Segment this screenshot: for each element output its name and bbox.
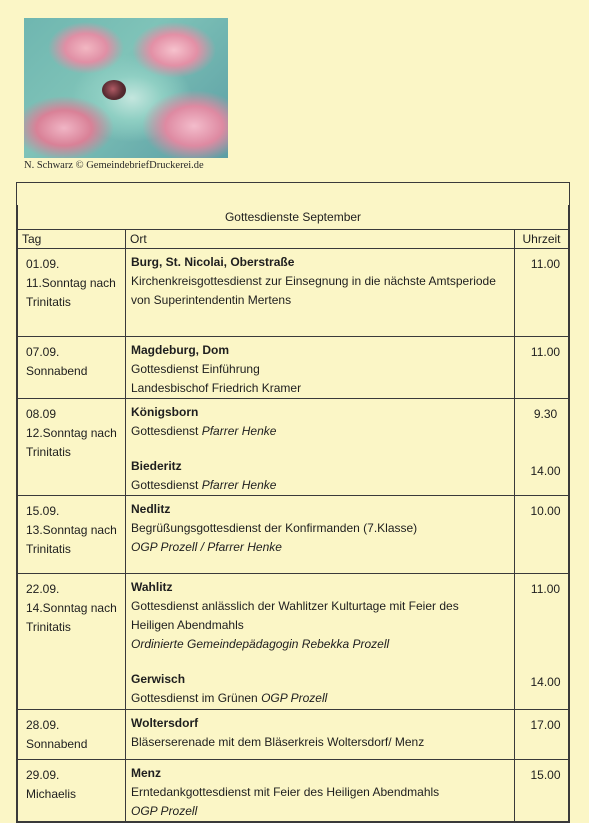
place-name: Burg, St. Nicolai, Oberstraße [131,255,295,269]
description-text: Gottesdienst [131,424,202,438]
time: 14.00 [530,675,561,689]
time-cell [514,337,568,399]
date-cell [18,399,126,496]
table-header-row [18,230,569,249]
day-name: Trinitatis [26,542,71,556]
location-cell [126,249,515,337]
description: Bläserserenade mit dem Bläserkreis Woltersdorf/ Menz [131,735,425,749]
date-cell [18,574,126,710]
table-row [18,399,569,496]
officiant-name: OGP Prozell [261,691,328,705]
description: Gottesdienst anlässlich der Wahlitzer Kulturtage mit Feier des [131,599,459,613]
table-row [18,337,569,399]
description-text: Gottesdienst [131,478,202,492]
header-ort: Ort [126,230,515,249]
description [131,476,514,495]
date-cell [18,496,126,574]
leaf-bud [102,80,126,100]
date: 15.09. [26,504,60,518]
place-name: Menz [131,766,161,780]
time-cell [514,760,568,822]
description: Erntedankgottesdienst mit Feier des Heiligen Abendmahls [131,785,440,799]
place-name: Magdeburg, Dom [131,343,229,357]
location-cell [126,710,515,760]
description-text: Gottesdienst im Grünen [131,691,262,705]
place-name: Woltersdorf [131,716,199,730]
location-cell [126,574,515,710]
description: Begrüßungsgottesdienst der Konfirmanden (7.Klasse) [131,521,418,535]
day-name: Sonnabend [26,737,88,751]
place-name: Nedlitz [131,502,171,516]
officiant: OGP Prozell [131,804,198,818]
time-cell [514,496,568,574]
officiant: OGP Prozell / Pfarrer Henke [131,540,282,554]
date-cell [18,760,126,822]
description [131,422,514,441]
day-name: Trinitatis [26,445,71,459]
location-cell [126,337,515,399]
table-row [18,249,569,337]
day-name: 14.Sonntag nach [26,601,117,615]
photo-credit: N. Schwarz © GemeindebriefDruckerei.de [24,160,204,171]
day-name: Trinitatis [26,295,71,309]
table-row [18,760,569,822]
day-name: 11.Sonntag nach [26,276,116,290]
time: 15.00 [530,768,561,782]
time-cell [514,574,568,710]
date: 29.09. [26,768,60,782]
date-cell [18,337,126,399]
officiant: Ordinierte Gemeindepädagogin Rebekka Prozell [131,637,390,651]
service-schedule-table [16,182,570,823]
time: 17.00 [530,718,561,732]
day-name: 12.Sonntag nach [26,426,117,440]
location-cell [126,496,515,574]
oak-leaves-photo [24,18,228,158]
description: von Superintendentin Mertens [131,293,292,307]
time: 11.00 [530,257,561,271]
place-name: Biederitz [131,459,182,473]
description [131,689,514,708]
time-cell [514,710,568,760]
date: 08.09 [26,407,57,421]
description: Heiligen Abendmahls [131,618,244,632]
table-row [18,710,569,760]
pastor-name: Pfarrer Henke [201,424,277,438]
pastor-name: Pfarrer Henke [201,478,277,492]
time: 14.00 [530,464,561,478]
date: 22.09. [26,582,60,596]
description: Gottesdienst Einführung [131,362,260,376]
date-cell [18,249,126,337]
time-cell [514,249,568,337]
day-name: 13.Sonntag nach [26,523,117,537]
time: 11.00 [530,582,561,596]
table-caption: Gottesdienste September [18,205,569,230]
time-cell [514,399,568,496]
place-name: Königsborn [131,405,199,419]
day-name: Sonnabend [26,364,88,378]
header-tag: Tag [18,230,126,249]
time: 10.00 [530,504,561,518]
description: Landesbischof Friedrich Kramer [131,381,302,395]
header-uhrzeit: Uhrzeit [514,230,568,249]
day-name: Michaelis [26,787,77,801]
time: 9.30 [533,407,558,421]
location-cell [126,399,515,496]
description: Kirchenkreisgottesdienst zur Einsegnung in die nächste Amtsperiode [131,274,496,288]
date: 28.09. [26,718,60,732]
date-cell [18,710,126,760]
location-cell [126,760,515,822]
place-name: Wahlitz [131,580,173,594]
place-name: Gerwisch [131,672,186,686]
time: 11.00 [530,345,561,359]
date: 01.09. [26,257,60,271]
date: 07.09. [26,345,60,359]
day-name: Trinitatis [26,620,71,634]
table-row [18,574,569,710]
table-row [18,496,569,574]
